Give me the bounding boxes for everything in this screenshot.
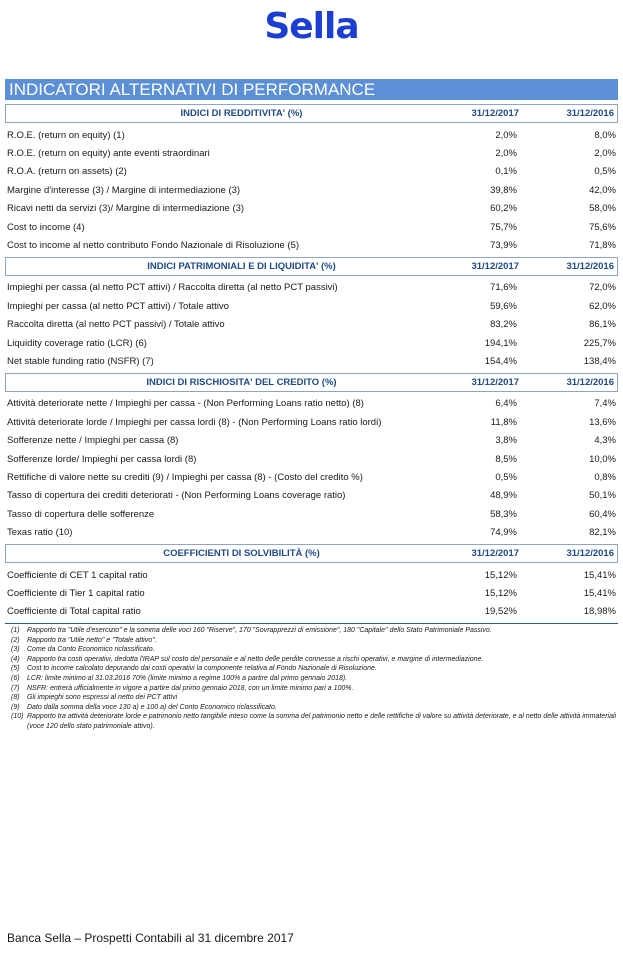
value-2017: 0,1%	[495, 166, 517, 178]
value-2016: 75,6%	[589, 221, 616, 233]
table-row	[5, 181, 618, 199]
column-header-2017: 31/12/2017	[471, 547, 519, 559]
row-label: Sofferenze lorde/ Impieghi per cassa lordi (8)	[7, 453, 197, 465]
value-2017: 15,12%	[484, 569, 517, 581]
row-label: Net stable funding ratio (NSFR) (7)	[7, 355, 154, 367]
table-row	[5, 126, 618, 144]
footnote-text: Rapporto tra "Utile d'esercizio" e la somma delle voci 160 "Riserve", 170 "Sovrapprezzi di emissione", 180 "Capitale" dello Stato Patrimoniale Passivo.	[27, 626, 492, 634]
section-redditivita	[5, 104, 618, 255]
footnote	[5, 703, 618, 713]
value-2017: 0,5%	[495, 471, 517, 483]
table-row	[5, 468, 618, 486]
value-2016: 138,4%	[583, 355, 616, 367]
value-2017: 75,7%	[490, 221, 517, 233]
value-2017: 2,0%	[495, 129, 517, 141]
table-row	[5, 450, 618, 468]
value-2016: 82,1%	[589, 527, 616, 539]
column-header-2016: 31/12/2016	[566, 260, 614, 272]
value-2017: 74,9%	[490, 527, 517, 539]
footnote-number: (2)	[11, 636, 20, 644]
row-label: Impieghi per cassa (al netto PCT attivi) / Raccolta diretta (al netto PCT passivi)	[7, 282, 338, 294]
value-2016: 0,8%	[594, 471, 616, 483]
column-header-2016: 31/12/2016	[566, 108, 614, 119]
footnote-text: Dato dalla somma della voce 130 a) e 100 a) del Conto Economico riclassificato.	[27, 703, 277, 711]
value-2016: 13,6%	[589, 416, 616, 428]
section-header	[5, 544, 618, 563]
row-label: Cost to income (4)	[7, 221, 85, 233]
value-2017: 73,9%	[490, 240, 517, 252]
footnote	[5, 664, 618, 674]
section-header	[5, 104, 618, 123]
section-title: COEFFICIENTI DI SOLVIBILITÀ (%)	[163, 547, 320, 559]
value-2016: 10,0%	[589, 453, 616, 465]
footnote-number: (8)	[11, 694, 20, 702]
column-header-2017: 31/12/2017	[471, 260, 519, 272]
section-rischiosita-credito	[5, 373, 618, 542]
value-2016: 18,98%	[583, 606, 616, 618]
footnote-number: (1)	[11, 626, 20, 634]
value-2017: 58,3%	[490, 508, 517, 520]
row-label: Coefficiente di CET 1 capital ratio	[7, 569, 148, 581]
value-2017: 48,9%	[490, 490, 517, 502]
row-label: Tasso di copertura delle sofferenze	[7, 508, 155, 520]
footnote-number: (5)	[11, 665, 20, 673]
row-label: R.O.A. (return on assets) (2)	[7, 166, 127, 178]
value-2017: 154,4%	[484, 355, 517, 367]
footnote-text: LCR: limite minimo al 31.03.2016 70% (limite minimo a regime 100% a partire dal primo gennaio 2018).	[27, 674, 348, 682]
value-2017: 59,6%	[490, 300, 517, 312]
row-label: Margine d'interesse (3) / Margine di intermediazione (3)	[7, 184, 241, 196]
section-title: INDICI DI RISCHIOSITA' DEL CREDITO (%)	[146, 376, 337, 388]
value-2017: 83,2%	[490, 319, 517, 331]
footnote-text: Rapporto tra attività deteriorate lorde e patrimonio netto tangibile inteso come la somma del patrimonio netto e delle rettifiche di valore su attività deteriorate, e al netto delle attività immateriali (voce 120 dello stato patrimoniale attivo).	[27, 713, 617, 730]
table-row	[5, 603, 618, 621]
value-2017: 15,12%	[484, 587, 517, 599]
table-row	[5, 431, 618, 449]
footnote-text: Rapporto tra "Utile netto" e "Totale attivo".	[27, 636, 157, 644]
footnote	[5, 674, 618, 684]
value-2017: 19,52%	[484, 606, 517, 618]
footnote-number: (10)	[11, 713, 24, 721]
row-label: Texas ratio (10)	[7, 527, 73, 539]
section-solvibilita	[5, 544, 618, 621]
footnote	[5, 693, 618, 703]
value-2017: 39,8%	[490, 184, 517, 196]
column-header-2017: 31/12/2017	[471, 376, 519, 388]
value-2016: 225,7%	[583, 337, 616, 349]
indicators-table	[5, 104, 618, 732]
value-2016: 50,1%	[589, 490, 616, 502]
table-row	[5, 279, 618, 297]
footnote	[5, 626, 618, 636]
footnote-text: Cost to income calcolato depurando dai costi operativi la componente relativa al Fondo Nazionale di Risoluzione.	[27, 665, 377, 673]
table-row	[5, 144, 618, 162]
footnote-text: Come da Conto Economico riclassificato.	[27, 646, 155, 654]
table-row	[5, 505, 618, 523]
row-label: Coefficiente di Tier 1 capital ratio	[7, 587, 145, 599]
row-label: R.O.E. (return on equity) ante eventi straordinari	[7, 148, 210, 160]
page-footer: Banca Sella – Prospetti Contabili al 31 dicembre 2017	[7, 931, 294, 945]
section-title: INDICI PATRIMONIALI E DI LIQUIDITA' (%)	[147, 260, 336, 272]
sella-logo: Sella	[264, 6, 359, 47]
column-header-2016: 31/12/2016	[566, 547, 614, 559]
footnote-number: (6)	[11, 674, 20, 682]
table-row	[5, 334, 618, 352]
value-2016: 15,41%	[583, 569, 616, 581]
footnote	[5, 684, 618, 694]
row-label: Coefficiente di Total capital ratio	[7, 606, 141, 618]
row-label: Sofferenze nette / Impieghi per cassa (8)	[7, 435, 179, 447]
row-label: Cost to income al netto contributo Fondo Nazionale di Risoluzione (5)	[7, 240, 300, 252]
value-2016: 15,41%	[583, 587, 616, 599]
footnote	[5, 712, 618, 731]
table-row	[5, 200, 618, 218]
value-2016: 0,5%	[594, 166, 616, 178]
value-2017: 2,0%	[495, 148, 517, 160]
footnote-text: Gli impieghi sono espressi al netto dei PCT attivi	[27, 694, 178, 702]
value-2016: 71,8%	[589, 240, 616, 252]
value-2016: 72,0%	[589, 282, 616, 294]
footnotes	[5, 624, 618, 732]
row-label: Raccolta diretta (al netto PCT passivi) / Totale attivo	[7, 319, 225, 331]
value-2016: 7,4%	[594, 398, 616, 410]
table-row	[5, 352, 618, 370]
table-row	[5, 523, 618, 541]
value-2016: 58,0%	[589, 203, 616, 215]
value-2017: 11,8%	[490, 416, 517, 428]
value-2016: 4,3%	[594, 435, 616, 447]
table-row	[5, 297, 618, 315]
column-header-2017: 31/12/2017	[471, 108, 519, 119]
footnote	[5, 655, 618, 665]
row-label: Rettifiche di valore nette su crediti (9) / Impieghi per cassa (8) - (Costo del credito %)	[7, 471, 363, 483]
footnote	[5, 645, 618, 655]
value-2017: 71,6%	[490, 282, 517, 294]
value-2017: 6,4%	[495, 398, 517, 410]
footnote-number: (3)	[11, 646, 20, 654]
footnote-number: (4)	[11, 655, 20, 663]
row-label: Attività deteriorate lorde / Impieghi per cassa lordi (8) - (Non Performing Loans ratio lordi)	[7, 416, 382, 428]
row-label: Liquidity coverage ratio (LCR) (6)	[7, 337, 147, 349]
value-2016: 62,0%	[589, 300, 616, 312]
table-row	[5, 395, 618, 413]
table-row	[5, 584, 618, 602]
value-2017: 3,8%	[495, 435, 517, 447]
row-label: R.O.E. (return on equity) (1)	[7, 129, 125, 141]
row-label: Attività deteriorate nette / Impieghi per cassa - (Non Performing Loans ratio netto) (8)	[7, 398, 364, 410]
value-2016: 2,0%	[594, 148, 616, 160]
section-patrimoniali-liquidita	[5, 257, 618, 371]
section-header	[5, 257, 618, 276]
value-2017: 194,1%	[484, 337, 517, 349]
section-title: INDICI DI REDDITIVITA' (%)	[180, 108, 303, 119]
footnote-text: NSFR: entrerà ufficialmente in vigore a partire dal primo gennaio 2018, con un limite minimo pari a 100%.	[27, 684, 354, 692]
column-header-2016: 31/12/2016	[566, 376, 614, 388]
table-row	[5, 413, 618, 431]
table-row	[5, 163, 618, 181]
value-2016: 8,0%	[594, 129, 616, 141]
table-row	[5, 316, 618, 334]
row-label: Ricavi netti da servizi (3)/ Margine di intermediazione (3)	[7, 203, 245, 215]
page-title: INDICATORI ALTERNATIVI DI PERFORMANCE	[5, 79, 618, 100]
table-row	[5, 487, 618, 505]
table-row	[5, 218, 618, 236]
section-header	[5, 373, 618, 392]
table-row	[5, 236, 618, 254]
row-label: Impieghi per cassa (al netto PCT attivi) / Totale attivo	[7, 300, 229, 312]
value-2016: 60,4%	[589, 508, 616, 520]
value-2016: 86,1%	[589, 319, 616, 331]
row-label: Tasso di copertura dei crediti deteriorati - (Non Performing Loans coverage ratio)	[7, 490, 346, 502]
table-row	[5, 566, 618, 584]
footnote-text: Rapporto tra costi operativi, dedotta l'IRAP sul costo del personale e al netto delle perdite connesse a rischi operativi, e margine di intermediazione.	[27, 655, 484, 663]
value-2017: 60,2%	[490, 203, 517, 215]
footnote-number: (7)	[11, 684, 20, 692]
value-2017: 8,5%	[495, 453, 517, 465]
value-2016: 42,0%	[589, 184, 616, 196]
footnote	[5, 636, 618, 646]
footnote-number: (9)	[11, 703, 20, 711]
